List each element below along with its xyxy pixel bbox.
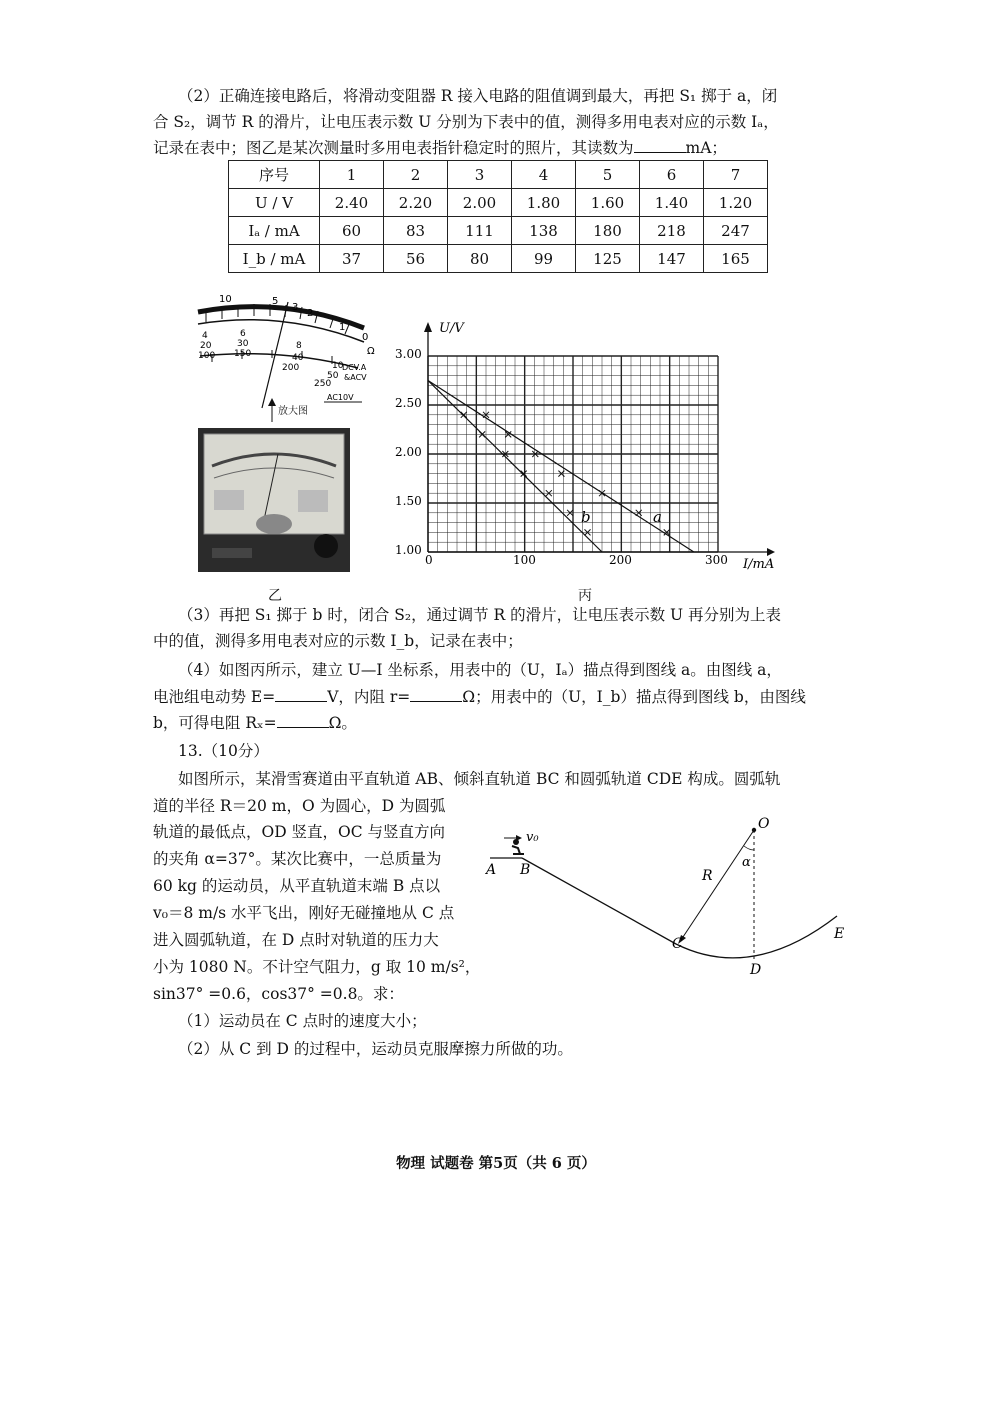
table-cell: 1.40 — [640, 189, 704, 217]
x-tick-label: 0 — [425, 553, 433, 567]
q13-line7: 进入圆弧轨道，在 D 点时对轨道的压力大 — [153, 931, 439, 949]
x-tick-label: 100 — [513, 553, 536, 567]
unit-label: AC10V — [327, 393, 354, 402]
scale-label: 30 — [237, 339, 249, 349]
q12-part2-line2: 合 S₂，调节 R 的滑片，让电压表示数 U 分别为下表中的值，测得多用电表对应的示数 Iₐ， — [153, 113, 779, 131]
omega-label: Ω — [367, 346, 375, 357]
table-cell: 2.40 — [320, 189, 384, 217]
table-cell: 60 — [320, 217, 384, 245]
x-tick-label: 300 — [705, 553, 728, 567]
point-e-label: E — [834, 926, 845, 942]
q12-part2-line3-unit: mA； — [685, 139, 727, 157]
table-cell: 125 — [576, 245, 640, 273]
data-table — [228, 160, 768, 273]
q13-line1: 如图所示，某滑雪赛道由平直轨道 AB、倾斜直轨道 BC 和圆弧轨道 CDE 构成。圆弧轨 — [178, 770, 781, 788]
y-tick-label: 2.50 — [395, 396, 422, 410]
q12-part4-line1: （4）如图丙所示，建立 U—I 坐标系，用表中的（U，Iₐ）描点得到图线 a。由图线 a， — [178, 661, 782, 679]
scale-label: 200 — [282, 363, 300, 373]
table-cell: 180 — [576, 217, 640, 245]
rx-label: b，可得电阻 Rₓ= — [153, 714, 277, 732]
q13-line2: 道的半径 R＝20 m，O 为圆心，D 为圆弧 — [153, 797, 446, 815]
table-cell: 37 — [320, 245, 384, 273]
table-cell: Iₐ / mA — [229, 217, 320, 245]
resistance-label: V，内阻 r= — [327, 688, 411, 706]
table-cell: 80 — [448, 245, 512, 273]
point-c-label: C — [672, 936, 683, 952]
q12-part2-line3 — [153, 135, 727, 161]
answer-blank-reading[interactable] — [634, 136, 686, 153]
scale-label: 150 — [234, 349, 252, 359]
scale-label: 4 — [202, 331, 208, 341]
caption-yi: 乙 — [268, 588, 282, 604]
meter-dial-magnified — [192, 290, 382, 412]
q12-part4-line2 — [153, 684, 806, 710]
table-cell: 56 — [384, 245, 448, 273]
point-a-label: A — [486, 862, 497, 878]
table-cell: 83 — [384, 217, 448, 245]
q12-part3-line1: （3）再把 S₁ 掷于 b 时，闭合 S₂，通过调节 R 的滑片，让电压表示数 U 再分别为上表 — [178, 606, 782, 624]
table-cell: I_b / mA — [229, 245, 320, 273]
q13-heading: 13.（10分） — [178, 742, 269, 760]
table-cell: 5 — [576, 161, 640, 189]
table-cell: 218 — [640, 217, 704, 245]
q13-question1: （1）运动员在 C 点时的速度大小； — [178, 1012, 427, 1030]
table-cell: 2.20 — [384, 189, 448, 217]
table-cell: 6 — [640, 161, 704, 189]
q12-part4-line3 — [153, 710, 357, 736]
table-cell: 111 — [448, 217, 512, 245]
q13-line4: 的夹角 α=37°。某次比赛中，一总质量为 — [153, 850, 442, 868]
table-cell: 2 — [384, 161, 448, 189]
q12-part2-line3-text: 记录在表中；图乙是某次测量时多用电表指针稳定时的照片，其读数为 — [153, 139, 634, 157]
chart-fit-lines — [428, 381, 694, 553]
scale-label: 100 — [198, 351, 216, 361]
unit-label: &ACV — [344, 373, 367, 382]
series-a-label: a — [653, 508, 662, 526]
radius-label: R — [702, 868, 713, 884]
x-tick-label: 200 — [609, 553, 632, 567]
y-tick-label: 1.50 — [395, 494, 422, 508]
unit-label: DCV.A — [342, 363, 367, 372]
table-cell: 247 — [704, 217, 768, 245]
scale-label: 0 — [362, 332, 369, 343]
table-cell: 99 — [512, 245, 576, 273]
table-cell: 1.60 — [576, 189, 640, 217]
table-cell: 序号 — [229, 161, 320, 189]
fit-line-a — [428, 381, 694, 553]
table-cell: 3 — [448, 161, 512, 189]
y-tick-label: 2.00 — [395, 445, 422, 459]
point-b-label: B — [520, 862, 531, 878]
scale-label: 5 — [272, 296, 279, 307]
answer-blank-rx[interactable] — [277, 711, 329, 728]
multimeter-photo — [198, 428, 350, 572]
table-cell: 2.00 — [448, 189, 512, 217]
series-b-label: b — [581, 508, 591, 526]
scale-label: 40 — [292, 353, 304, 363]
table-cell: 147 — [640, 245, 704, 273]
q12-part2-line1: （2）正确连接电路后，将滑动变阻器 R 接入电路的阻值调到最大，再把 S₁ 掷于 a，闭 — [178, 87, 778, 105]
scale-label: 6 — [240, 329, 246, 339]
table-cell: 138 — [512, 217, 576, 245]
q13-line8: 小为 1080 N。不计空气阻力，g 取 10 m/s²， — [153, 958, 481, 976]
y-tick-label: 3.00 — [395, 347, 422, 361]
scale-label: 3 — [292, 302, 299, 313]
table-cell: 7 — [704, 161, 768, 189]
v0-label: v₀ — [526, 830, 539, 845]
scale-label: 2 — [307, 308, 314, 319]
skier-icon — [512, 839, 524, 854]
x-axis-label: I/mA — [743, 557, 775, 572]
q13-line9: sin37° =0.6，cos37° =0.8。求： — [153, 985, 404, 1003]
table-row — [229, 189, 768, 217]
point-d-label: D — [750, 962, 762, 978]
q13-question2: （2）从 C 到 D 的过程中，运动员克服摩擦力所做的功。 — [178, 1040, 573, 1058]
q13-line5: 60 kg 的运动员，从平直轨道末端 B 点以 — [153, 877, 441, 895]
u-i-chart — [395, 318, 780, 580]
scale-label: 50 — [327, 371, 339, 381]
table-row — [229, 217, 768, 245]
scale-label: 250 — [314, 379, 332, 389]
table-row — [229, 161, 768, 189]
table-cell: 1 — [320, 161, 384, 189]
ski-track-diagram — [482, 814, 852, 984]
q12-part3-line2: 中的值，测得多用电表对应的示数 I_b，记录在表中； — [153, 632, 523, 650]
scale-label: 1 — [339, 322, 346, 333]
scale-label: 10 — [219, 294, 232, 305]
answer-blank-emf[interactable] — [275, 685, 327, 702]
magnify-label: 放大图 — [278, 406, 308, 417]
table-cell: 4 — [512, 161, 576, 189]
point-o-label: O — [758, 816, 770, 832]
q12-part4-line2-rest: Ω；用表中的（U，I_b）描点得到图线 b，由图线 — [462, 688, 806, 706]
answer-blank-internal-resistance[interactable] — [410, 685, 462, 702]
scale-label: 10 — [332, 361, 344, 371]
table-cell: U / V — [229, 189, 320, 217]
table-cell: 1.20 — [704, 189, 768, 217]
table-cell: 165 — [704, 245, 768, 273]
scale-label: 20 — [200, 341, 212, 351]
rx-unit: Ω。 — [328, 714, 357, 732]
q13-line6: v₀＝8 m/s 水平飞出，刚好无碰撞地从 C 点 — [153, 904, 455, 922]
page-footer: 物理 试题卷 第5页（共 6 页） — [396, 1155, 596, 1172]
scale-label: 8 — [296, 341, 302, 351]
alpha-label: α — [742, 855, 751, 870]
table-row — [229, 245, 768, 273]
emf-label: 电池组电动势 E= — [153, 688, 276, 706]
q13-line3: 轨道的最低点，OD 竖直，OC 与竖直方向 — [153, 823, 446, 841]
table-cell: 1.80 — [512, 189, 576, 217]
y-axis-label: U/V — [439, 321, 464, 336]
y-tick-label: 1.00 — [395, 543, 422, 557]
caption-bing: 丙 — [578, 588, 592, 604]
